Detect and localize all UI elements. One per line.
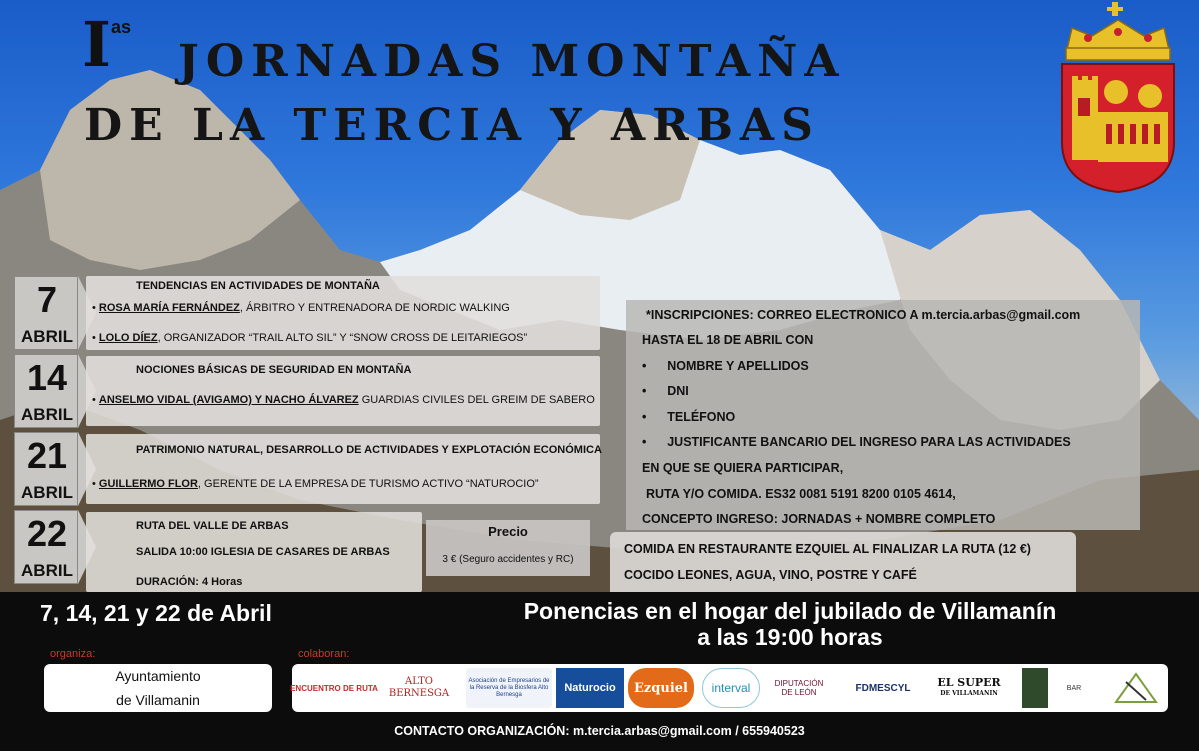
event-heading: TENDENCIAS EN ACTIVIDADES DE MONTAÑA	[136, 280, 380, 292]
logo-ezquiel: Ezquiel	[628, 668, 694, 708]
organizer-label: organiza:	[50, 648, 96, 660]
price-value: 3 € (Seguro accidentes y RC)	[442, 554, 574, 565]
title-line-2: DE LA TERCIA Y ARBAS	[84, 100, 820, 151]
sponsors-box	[292, 664, 1168, 712]
logo-fdmescyl: FDMESCYL	[855, 682, 911, 694]
date-day: 22	[26, 513, 68, 554]
date-box-22	[14, 510, 78, 584]
date-day: 21	[26, 435, 68, 476]
event-22-panel	[86, 512, 422, 592]
organizer-name: de Villamanin	[116, 692, 200, 708]
logo-diputacion: DIPUTACIÓN DE LEÓN	[774, 679, 824, 697]
logo-photo-icon	[1022, 668, 1048, 708]
registration-line: EN QUE SE QUIERA PARTICIPAR,	[642, 461, 844, 475]
route-start: SALIDA 10:00 IGLESIA DE CASARES DE ARBAS	[136, 546, 390, 558]
event-7-panel	[86, 276, 600, 350]
event-heading: NOCIONES BÁSICAS DE SEGURIDAD EN MONTAÑA	[136, 364, 412, 376]
logo-alto-bernesga: ALTO BERNESGA	[388, 676, 450, 699]
event-speaker: • LOLO DÍEZ, ORGANIZADOR “TRAIL ALTO SIL” Y “SNOW CROSS DE LEITARIEGOS”	[92, 332, 528, 344]
registration-item: • TELÉFONO	[642, 410, 736, 424]
venue-info: Ponencias en el hogar del jubilado de Villamanín a las 19:00 horas	[523, 598, 1057, 650]
logo-triangle-icon	[1112, 670, 1160, 706]
logo-naturocio: Naturocio	[556, 668, 624, 708]
title-line-1: JORNADAS MONTAÑA	[178, 36, 846, 87]
date-month: ABRIL	[21, 561, 73, 580]
registration-line: HASTA EL 18 DE ABRIL CON	[642, 333, 814, 347]
logo-asociacion: Asociación de Empresarios de la Reserva de la Biosfera Alto Bernesga	[466, 668, 552, 708]
lunch-line: COMIDA EN RESTAURANTE EZQUIEL AL FINALIZAR LA RUTA (12 €)	[624, 542, 1031, 556]
logo-encuentro: ENCUENTRO DE RUTA	[290, 683, 378, 693]
price-box	[426, 520, 590, 576]
registration-item: • NOMBRE Y APELLIDOS	[642, 359, 809, 373]
registration-item: • JUSTIFICANTE BANCARIO DEL INGRESO PARA LAS ACTIVIDADES	[642, 435, 1071, 449]
logo-el-super: EL SUPER DE VILLAMANIN	[937, 676, 1001, 697]
event-speaker: • GUILLERMO FLOR, GERENTE DE LA EMPRESA DE TURISMO ACTIVO “NATUROCIO”	[92, 478, 539, 490]
organizer-name: Ayuntamiento	[115, 668, 201, 684]
event-speaker: • ROSA MARÍA FERNÁNDEZ, ÁRBITRO Y ENTRENADORA DE NORDIC WALKING	[92, 302, 510, 314]
registration-line: RUTA Y/O COMIDA. ES32 0081 5191 8200 0105 4614,	[646, 487, 956, 501]
contact-info: CONTACTO ORGANIZACIÓN: m.tercia.arbas@gmail.com / 655940523	[394, 724, 805, 738]
date-month: ABRIL	[21, 327, 73, 346]
registration-item: • DNI	[642, 384, 689, 398]
sponsors-label: colaboran:	[298, 648, 350, 660]
municipal-crest-icon	[1058, 2, 1178, 194]
registration-line: *INSCRIPCIONES: CORREO ELECTRONICO A m.tercia.arbas@gmail.com	[646, 308, 1081, 322]
date-month: ABRIL	[21, 405, 73, 424]
price-title: Precio	[488, 524, 528, 539]
event-speaker: • ANSELMO VIDAL (AVIGAMO) Y NACHO ÁLVAREZ GUARDIAS CIVILES DEL GREIM DE SABERO	[92, 394, 595, 406]
lunch-line: COCIDO LEONES, AGUA, VINO, POSTRE Y CAFÉ	[624, 568, 917, 582]
lunch-panel	[610, 532, 1076, 594]
date-day: 7	[36, 279, 58, 320]
title-ordinal-suffix: as	[111, 17, 132, 37]
event-14-panel	[86, 356, 600, 426]
all-dates: 7, 14, 21 y 22 de Abril	[40, 600, 272, 626]
logo-interval: interval	[702, 668, 760, 708]
date-box-7	[14, 276, 78, 350]
date-box-14	[14, 354, 78, 428]
event-heading: PATRIMONIO NATURAL, DESARROLLO DE ACTIVIDADES Y EXPLOTACIÓN ECONÓMICA	[136, 444, 602, 456]
logo-bar: BAR	[1066, 684, 1082, 692]
event-21-panel	[86, 434, 600, 504]
route-title: RUTA DEL VALLE DE ARBAS	[136, 520, 289, 532]
date-box-21	[14, 432, 78, 506]
title-ordinal: $I^{as}$	[82, 8, 132, 81]
route-duration: DURACIÓN: 4 Horas	[136, 576, 243, 588]
registration-line: CONCEPTO INGRESO: JORNADAS + NOMBRE COMPLETO	[642, 512, 996, 526]
date-day: 14	[26, 357, 68, 398]
organizer-box	[44, 664, 272, 712]
registration-panel	[626, 300, 1140, 530]
date-month: ABRIL	[21, 483, 73, 502]
